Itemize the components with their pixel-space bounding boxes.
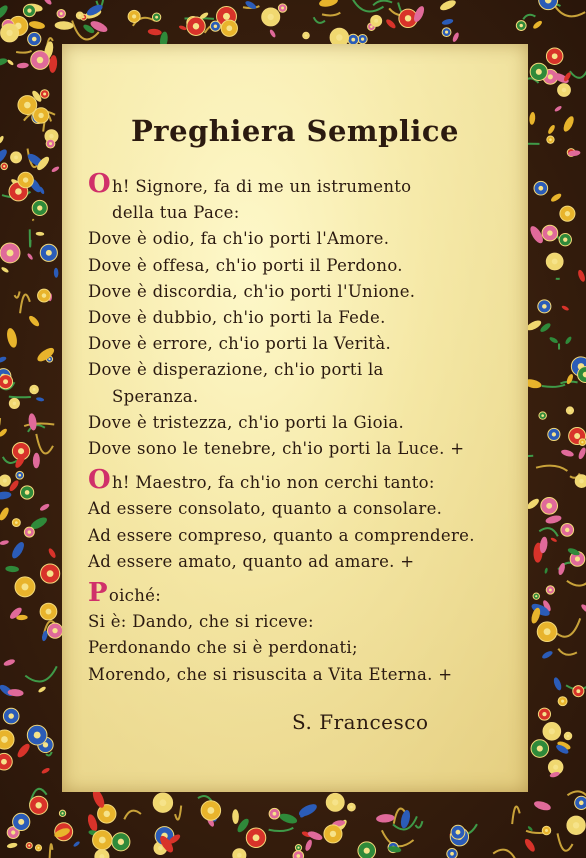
poem-line: Dove è discordia, ch'io porti l'Unione. [88,281,416,301]
poem-line: Dove è disperazione, ch'io porti la [88,360,384,380]
poem-line: Dove è dubbio, ch'io porti la Fede. [88,308,386,328]
stanza-1 [88,169,518,462]
poem-line: Oh! Maestro, fa ch'io non cerchi tanto: [88,465,435,496]
poem-line: Poiché: [88,578,162,609]
poem-line: Ad essere consolato, quanto a consolare. [88,499,443,519]
poem-line: Si è: Dando, che si riceve: [88,612,314,632]
poem-line: Dove è errore, ch'io porti la Verità. [88,334,392,354]
stanza-2 [88,465,518,575]
poem-line: Perdonando che si è perdonati; [88,638,358,658]
illuminated-initial: O [88,169,111,199]
page-title: Preghiera Semplice [130,114,460,148]
parchment-panel [62,44,528,792]
prayer-text [88,169,518,688]
signature: S. Francesco [292,710,429,734]
poem-line: Speranza. [112,386,199,406]
stanza-3 [88,578,518,688]
poem-line: Dove è tristezza, ch'io porti la Gioia. [88,412,405,432]
poem-line: Ad essere compreso, quanto a comprendere. [88,525,475,545]
illuminated-initial: P [88,578,108,609]
poem-line: Dove è offesa, ch'io porti il Perdono. [88,255,403,275]
poem-line: della tua Pace: [112,203,240,223]
illuminated-initial: O [88,465,111,496]
poem-line: Oh! Signore, fa di me un istrumento [88,169,412,199]
poem-line: Morendo, che si risuscita a Vita Eterna. + [88,664,453,684]
poem-line: Ad essere amato, quanto ad amare. + [88,551,415,571]
poem-line: Dove è odio, fa ch'io porti l'Amore. [88,229,390,249]
poem-line: Dove sono le tenebre, ch'io porti la Luce. + [88,439,465,459]
